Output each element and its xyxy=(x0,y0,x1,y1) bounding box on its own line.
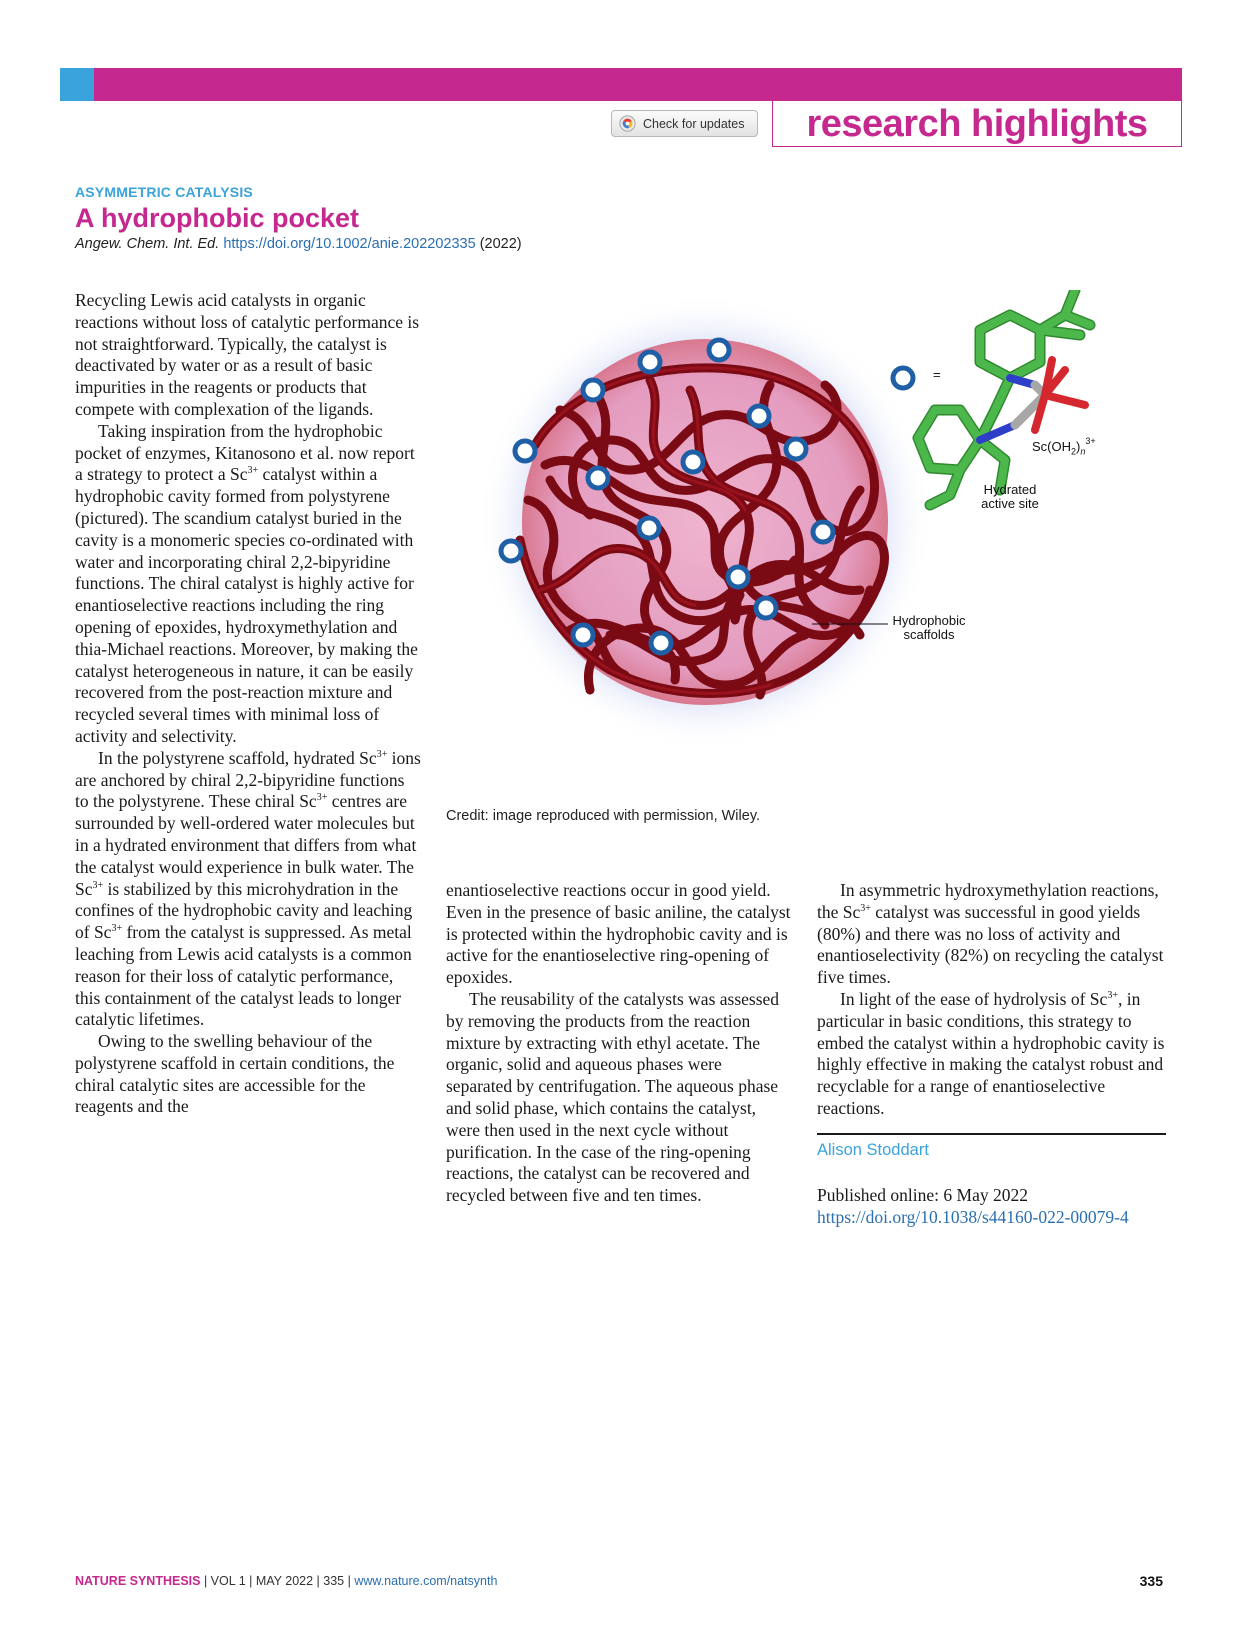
catalytic-site xyxy=(573,625,593,645)
author-name: Alison Stoddart xyxy=(817,1141,929,1159)
catalytic-site xyxy=(683,452,703,472)
catalytic-site xyxy=(813,522,833,542)
body-column-2 xyxy=(446,880,792,1207)
figure xyxy=(440,290,1180,790)
footer-journal: NATURE SYNTHESIS xyxy=(75,1574,201,1588)
byline-divider xyxy=(817,1133,1166,1135)
catalytic-site xyxy=(756,598,776,618)
catalytic-site xyxy=(588,468,608,488)
body-column-3 xyxy=(817,880,1169,1120)
catalytic-site xyxy=(651,633,671,653)
body-column-1 xyxy=(75,290,421,1118)
scaffold-label: Hydrophobic scaffolds xyxy=(892,613,966,642)
legend-equals: = xyxy=(933,367,941,382)
publication-info xyxy=(817,1185,1129,1229)
article-title: A hydrophobic pocket xyxy=(75,203,360,233)
header-bar xyxy=(94,68,1182,101)
check-updates-icon xyxy=(619,115,636,132)
paragraph: Taking inspiration from the hydrophobic pocket of enzymes, Kitanosono et al. now report a strategy to protect a $Sc^{3+}$ catalyst within a hydrophobic cavity formed from polystyrene (pictured). The scandium catalyst buried in the cavity is a monomeric species co-ordinated with water and incorporating chiral 2,2-bipyridine functions. The chiral catalyst is highly active for enantioselective reactions including the ring opening of epoxides, hydroxymethylation and thia-Michael reactions. Moreover, by making the catalyst heterogeneous in nature, it can be easily recovered from the post-reaction mixture and recycled several times with minimal loss of activity and selectivity. xyxy=(75,420,418,746)
catalytic-site xyxy=(583,380,603,400)
catalytic-site xyxy=(728,567,748,587)
citation xyxy=(75,236,522,252)
paragraph: In the polystyrene scaffold, hydrated $Sc^{3+}$ ions are anchored by chiral 2,2-bipyridine functions to the polystyrene. These chiral $Sc^{3+}$ centres are surrounded by well-ordered water molecules but in a hydrated environment that differs from what the catalyst would experience in bulk water. The $Sc^{3+}$ is stabilized by this microhydration in the confines of the hydrophobic cavity and leaching of $Sc^{3+}$ from the catalyst is suppressed. As metal leaching from Lewis acid catalysts is a common reason for their loss of catalytic performance, this containment of the catalyst leads to longer catalytic lifetimes. xyxy=(75,747,421,1030)
catalytic-site xyxy=(501,541,521,561)
paragraph: In light of the ease of hydrolysis of $Sc^{3+}$, in particular in basic conditions, this strategy to embed the catalyst within a hydrophobic cavity is highly effective in making the catalyst robust and recyclable for a range of enantioselective reactions. xyxy=(817,988,1165,1118)
legend-site-marker xyxy=(893,368,913,388)
paragraph: Owing to the swelling behaviour of the polystyrene scaffold in certain conditions, the chiral catalytic sites are accessible for the reagents and the xyxy=(75,1031,395,1117)
citation-journal: Angew. Chem. Int. Ed. xyxy=(75,236,220,252)
page-footer xyxy=(75,1574,497,1588)
catalytic-site xyxy=(786,439,806,459)
section-title: research highlights xyxy=(806,102,1148,145)
paragraph: enantioselective reactions occur in good yield. Even in the presence of basic aniline, the catalyst is protected within the hydrophobic cavity and is active for the enantioselective ring-opening of epoxides. xyxy=(446,880,791,988)
complex-label: $Sc(OH_2)_n^{3+}$ xyxy=(1032,436,1096,457)
check-for-updates-button[interactable] xyxy=(611,110,758,137)
oxygen-bonds xyxy=(1035,360,1085,430)
paragraph: Recycling Lewis acid catalysts in organic reactions without loss of catalytic performance is not straightforward. Typically, the catalyst is deactivated by water or as a result of basic impurities in the reagents or products that compete with complexation of the ligands. xyxy=(75,290,420,419)
article-kicker: ASYMMETRIC CATALYSIS xyxy=(75,184,253,200)
figure-caption: Credit: image reproduced with permission, Wiley. xyxy=(446,808,761,824)
footer-volume: | VOL 1 | MAY 2022 | 335 | xyxy=(200,1574,355,1588)
article-doi-link[interactable]: https://doi.org/10.1038/s44160-022-00079-4 xyxy=(817,1206,1129,1227)
check-updates-label: Check for updates xyxy=(643,116,745,131)
footer-url-link[interactable]: www.nature.com/natsynth xyxy=(354,1574,498,1588)
citation-doi-link[interactable]: https://doi.org/10.1002/anie.202202335 xyxy=(223,236,476,252)
section-title-box xyxy=(772,101,1182,147)
catalytic-site xyxy=(709,340,729,360)
page-number: 335 xyxy=(1139,1573,1163,1589)
paragraph: The reusability of the catalysts was assessed by removing the products from the reaction mixture by extracting with ethyl acetate. The organic, solid and aqueous phases were separated by centrifugation. The aqueous phase and solid phase, which contains the catalyst, were then used in the next cycle without purification. In the case of the ring-opening reactions, the catalyst can be recovered and recycled between five and ten times. xyxy=(446,988,780,1206)
paragraph: In asymmetric hydroxymethylation reactions, the $Sc^{3+}$ catalyst was successful in good yields (80%) and there was no loss of activity and enantioselectivity (82%) on recycling the catalyst five times. xyxy=(817,880,1164,988)
published-date: Published online: 6 May 2022 xyxy=(817,1185,1028,1205)
catalytic-site xyxy=(749,406,769,426)
figure-illustration xyxy=(440,290,1180,790)
molecular-model xyxy=(918,290,1090,505)
catalytic-site xyxy=(639,518,659,538)
header-accent-block xyxy=(60,68,94,101)
citation-year: (2022) xyxy=(479,236,522,252)
catalytic-site xyxy=(515,441,535,461)
active-site-label: Hydrated active site xyxy=(981,482,1039,511)
catalytic-site xyxy=(640,352,660,372)
